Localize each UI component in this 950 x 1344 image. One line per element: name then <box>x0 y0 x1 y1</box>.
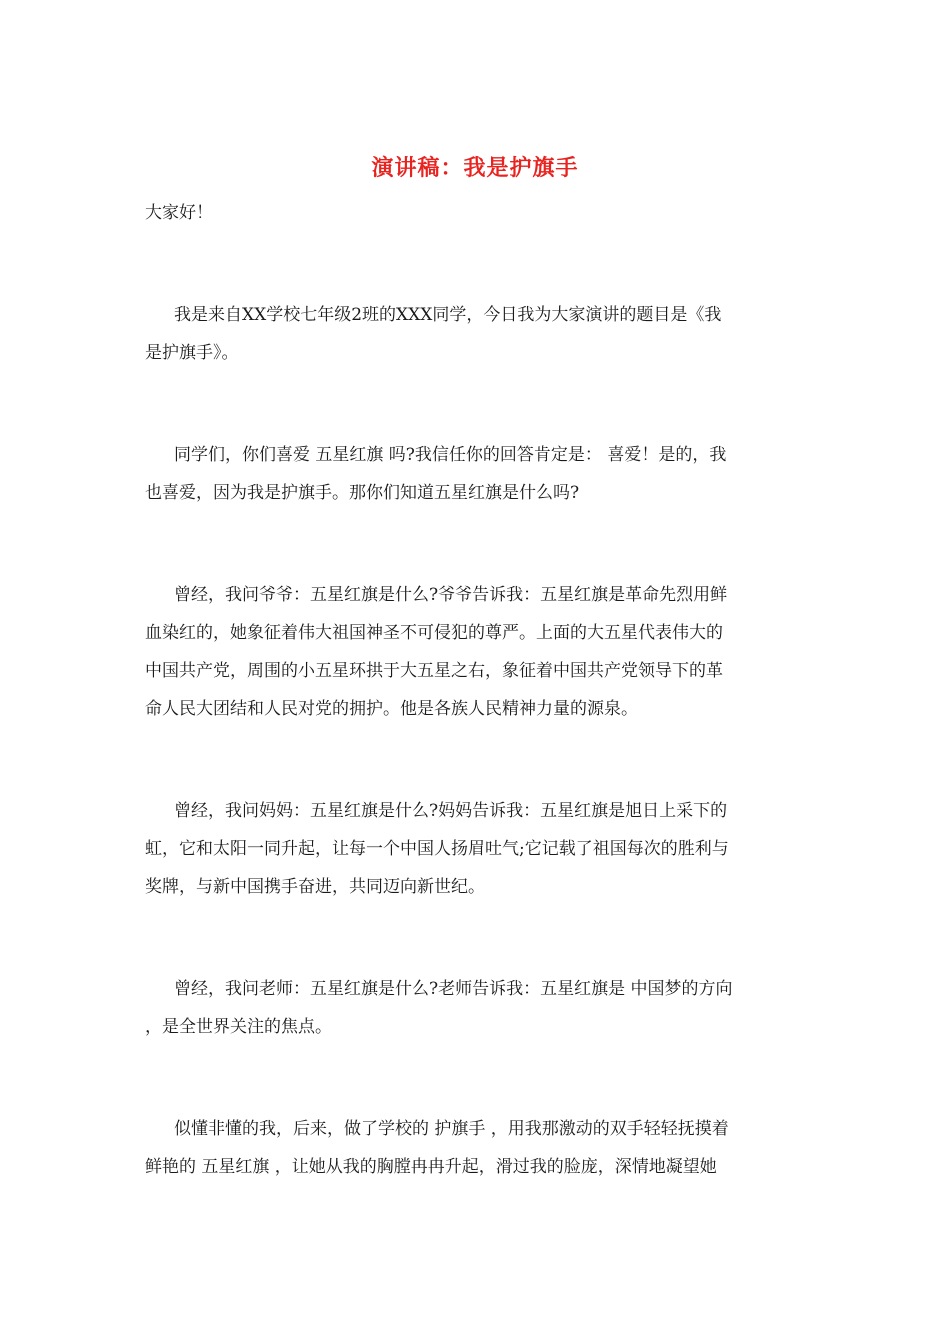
paragraph-6 <box>145 1110 810 1186</box>
paragraph-line: 是护旗手》。 <box>145 343 239 363</box>
paragraph-line: 似懂非懂的我，后来，做了学校的 护旗手 ，用我那激动的双手轻轻抚摸着 <box>174 1119 729 1139</box>
paragraph-3 <box>145 576 810 728</box>
paragraph-line: 鲜艳的 五星红旗 ，让她从我的胸膛冉冉升起，滑过我的脸庞，深情地凝望她 <box>145 1157 717 1177</box>
paragraph-4 <box>145 792 810 906</box>
paragraph-line: 同学们，你们喜爱 五星红旗 吗?我信任你的回答肯定是： 喜爱！是的，我 <box>174 445 727 465</box>
paragraph-line: 奖牌，与新中国携手奋进，共同迈向新世纪。 <box>145 877 485 897</box>
paragraph-line: 我是来自XX学校七年级2班的XXX同学，今日我为大家演讲的题目是《我 <box>174 305 722 325</box>
paragraph-line: 曾经，我问老师：五星红旗是什么?老师告诉我：五星红旗是 中国梦的方向 <box>174 979 733 999</box>
paragraph-line: 中国共产党，周围的小五星环拱于大五星之右，象征着中国共产党领导下的革 <box>145 661 723 681</box>
greeting-text: 大家好！ <box>145 203 213 223</box>
paragraph-line: 曾经，我问爷爷：五星红旗是什么?爷爷告诉我：五星红旗是革命先烈用鲜 <box>174 585 728 605</box>
paragraph-2 <box>145 436 810 512</box>
paragraph-1 <box>145 296 810 372</box>
page-title: 演讲稿：我是护旗手 <box>371 155 579 181</box>
paragraph-line: ，是全世界关注的焦点。 <box>145 1017 332 1037</box>
paragraph-line: 曾经，我问妈妈：五星红旗是什么?妈妈告诉我：五星红旗是旭日上采下的 <box>174 801 728 821</box>
paragraph-line: 虹，它和太阳一同升起，让每一个中国人扬眉吐气;它记载了祖国每次的胜利与 <box>145 839 729 859</box>
paragraph-line: 也喜爱，因为我是护旗手。那你们知道五星红旗是什么吗? <box>145 483 580 503</box>
paragraph-5 <box>145 970 810 1046</box>
paragraph-line: 命人民大团结和人民对党的拥护。他是各族人民精神力量的源泉。 <box>145 699 638 719</box>
paragraph-line: 血染红的，她象征着伟大祖国神圣不可侵犯的尊严。上面的大五星代表伟大的 <box>145 623 723 643</box>
